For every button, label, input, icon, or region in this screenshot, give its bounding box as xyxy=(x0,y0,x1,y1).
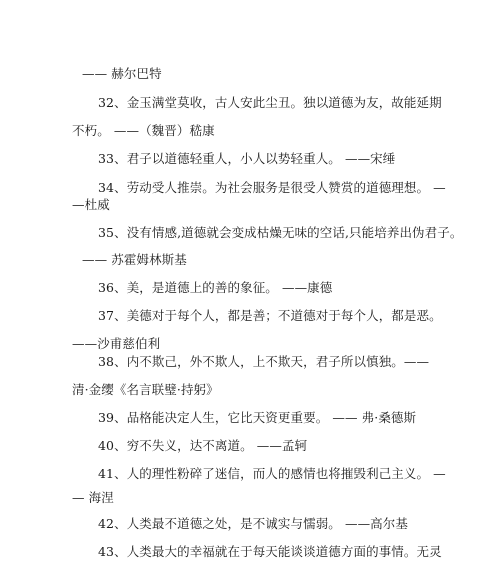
text-line: 41、人的理性粉碎了迷信，而人的感情也将摧毁利己主义。 — xyxy=(98,466,446,481)
text-line: 不朽。 ——（魏晋）嵇康 xyxy=(72,123,215,138)
text-line: 35、没有情感,道德就会变成枯燥无味的空话,只能培养出伪君子。 xyxy=(98,225,463,240)
text-line: 34、劳动受人推崇。为社会服务是很受人赞赏的道德理想。 — xyxy=(98,180,446,195)
text-line: 43、人类最大的幸福就在于每天能谈谈道德方面的事情。无灵 xyxy=(98,544,442,559)
text-line: 42、人类最不道德之处，是不诚实与懦弱。 ——高尔基 xyxy=(98,516,408,531)
text-line: —杜威 xyxy=(72,197,110,212)
text-line: —— 苏霍姆林斯基 xyxy=(82,252,187,267)
text-line: 39、品格能决定人生，它比天资更重要。 —— 弗·桑德斯 xyxy=(98,410,417,425)
text-line: 37、美德对于每个人，都是善；不道德对于每个人，都是恶。 xyxy=(98,308,442,323)
text-line: 36、美，是道德上的善的象征。 ——康德 xyxy=(98,280,333,295)
text-line: —— 赫尔巴特 xyxy=(82,66,162,81)
text-line: — 海涅 xyxy=(72,490,114,505)
text-line: 33、君子以道德轻重人，小人以势轻重人。 ——宋缍 xyxy=(98,151,396,166)
text-line: 40、穷不失义，达不离道。 ——孟轲 xyxy=(98,438,308,453)
text-line: 32、金玉满堂莫收，古人安此尘丑。独以道德为友，故能延期 xyxy=(98,95,442,110)
text-line: 清·金缨《名言联璧·持躬》 xyxy=(72,382,219,397)
text-line: ——沙甫慈伯利 xyxy=(72,336,161,351)
text-line: 38、内不欺己，外不欺人，上不欺天，君子所以慎独。—— xyxy=(98,354,430,369)
